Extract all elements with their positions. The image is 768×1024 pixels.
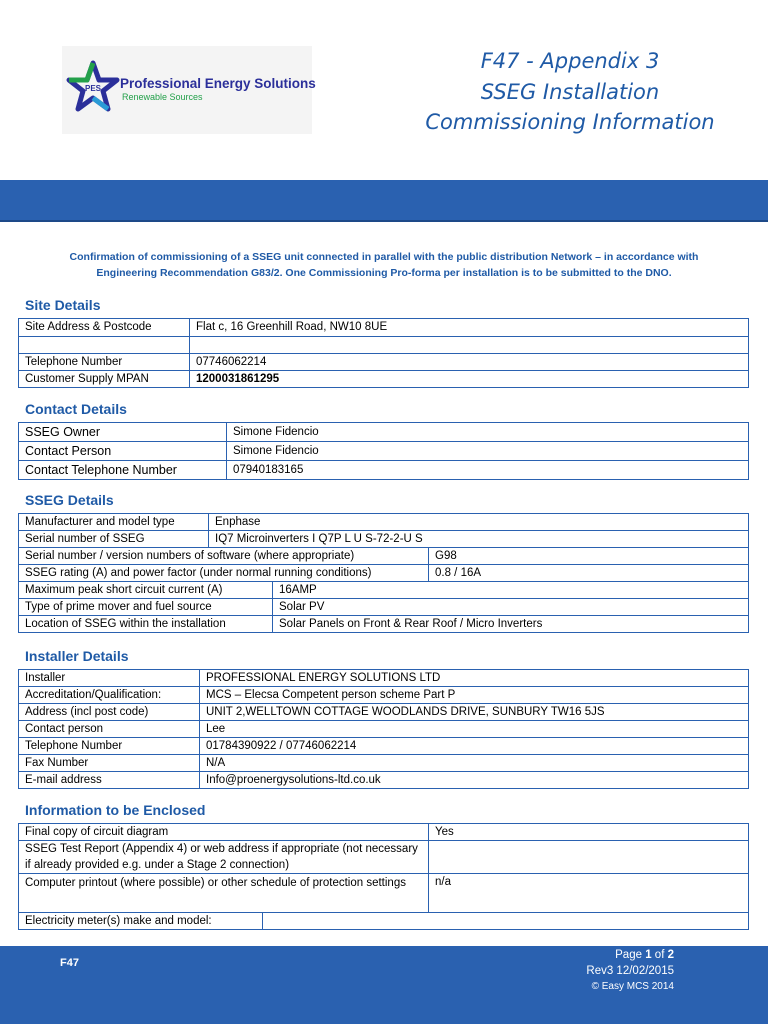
sseg-details-table-2 [18,530,749,548]
circuit-diagram-value[interactable]: Yes [429,824,749,841]
document-title [410,46,730,138]
sseg-owner-label: SSEG Owner [19,423,227,442]
manufacturer-label: Manufacturer and model type [19,514,209,531]
table-row [19,616,749,633]
table-row [19,670,749,687]
table-row [19,337,749,354]
installer-contact-label: Contact person [19,721,200,738]
title-line-3: Commissioning Information [425,110,715,134]
copyright: © Easy MCS 2014 [591,981,674,992]
enclosed-info-table [18,823,749,913]
protection-settings-label: Computer printout (where possible) or other schedule of protection settings [19,874,429,913]
contact-person-label: Contact Person [19,442,227,461]
company-logo [62,46,316,134]
software-version-label: Serial number / version numbers of software (where appropriate) [19,548,429,565]
logo-company-name: Professional Energy Solutions [120,76,316,91]
contact-person-value[interactable]: Simone Fidencio [227,442,749,461]
table-row [19,514,749,531]
pes-star-icon [66,60,120,114]
installer-address-value[interactable]: UNIT 2,WELLTOWN COTTAGE WOODLANDS DRIVE, SUNBURY TW16 5JS [200,704,749,721]
installer-address-label: Address (incl post code) [19,704,200,721]
serial-number-label: Serial number of SSEG [19,531,209,548]
contact-details-table [18,422,749,480]
table-row [19,687,749,704]
header-band [0,180,768,222]
table-row [19,548,749,565]
table-row [19,319,749,337]
prime-mover-value[interactable]: Solar PV [273,599,749,616]
meter-value[interactable] [263,913,749,930]
sseg-details-table-3 [18,547,749,582]
site-details-heading: Site Details [25,297,101,313]
table-row [19,721,749,738]
table-row [19,841,749,874]
sseg-rating-value[interactable]: 0.8 / 16A [429,565,749,582]
accreditation-label: Accreditation/Qualification: [19,687,200,704]
table-row [19,442,749,461]
site-phone-label: Telephone Number [19,354,190,371]
table-row [19,461,749,480]
installer-phone-value[interactable]: 01784390922 / 07746062214 [200,738,749,755]
page-of: of [654,949,665,961]
page-current: 1 [645,949,652,961]
meter-label: Electricity meter(s) make and model: [19,913,263,930]
table-row [19,599,749,616]
table-row [19,824,749,841]
email-label: E-mail address [19,772,200,789]
sseg-rating-label: SSEG rating (A) and power factor (under normal running conditions) [19,565,429,582]
location-value[interactable]: Solar Panels on Front & Rear Roof / Micro Inverters [273,616,749,633]
installer-details-table [18,669,749,789]
test-report-label: SSEG Test Report (Appendix 4) or web address if appropriate (not necessary if already provided e.g. under a Stage 2 connection) [19,841,429,874]
installer-details-heading: Installer Details [25,648,129,664]
protection-settings-value[interactable]: n/a [429,874,749,913]
intro-line-2: Engineering Recommendation G83/2. One Commissioning Pro-forma per installation is to be submitted to the DNO. [96,267,672,279]
sseg-details-table [18,513,749,531]
accreditation-value[interactable]: MCS – Elecsa Competent person scheme Part P [200,687,749,704]
table-row [19,354,749,371]
site-address-value[interactable]: Flat c, 16 Greenhill Road, NW10 8UE [190,319,749,337]
intro-line-1: Confirmation of commissioning of a SSEG unit connected in parallel with the public distribution Network – in accordance with [69,251,699,263]
mpan-value[interactable]: 1200031861295 [190,371,749,388]
manufacturer-value[interactable]: Enphase [209,514,749,531]
enclosed-info-heading: Information to be Enclosed [25,802,206,818]
table-row [19,738,749,755]
installer-label: Installer [19,670,200,687]
meter-table [18,912,749,930]
software-version-value[interactable]: G98 [429,548,749,565]
location-label: Location of SSEG within the installation [19,616,273,633]
table-row [19,913,749,930]
site-phone-value[interactable]: 07746062214 [190,354,749,371]
title-line-1: F47 - Appendix 3 [480,49,660,73]
sseg-owner-value[interactable]: Simone Fidencio [227,423,749,442]
logo-tagline: Renewable Sources [122,92,203,102]
table-row [19,565,749,582]
contact-details-heading: Contact Details [25,401,127,417]
short-circuit-value[interactable]: 16AMP [273,582,749,599]
sseg-details-heading: SSEG Details [25,492,114,508]
table-row [19,772,749,789]
fax-value[interactable]: N/A [200,755,749,772]
fax-label: Fax Number [19,755,200,772]
contact-phone-label: Contact Telephone Number [19,461,227,480]
email-value[interactable]: Info@proenergysolutions-ltd.co.uk [200,772,749,789]
contact-phone-value[interactable]: 07940183165 [227,461,749,480]
footer-info [586,947,674,995]
test-report-value[interactable] [429,841,749,874]
mpan-label: Customer Supply MPAN [19,371,190,388]
prime-mover-label: Type of prime mover and fuel source [19,599,273,616]
installer-phone-label: Telephone Number [19,738,200,755]
table-row [19,531,749,548]
logo-badge: PES [84,84,102,93]
circuit-diagram-label: Final copy of circuit diagram [19,824,429,841]
page-prefix: Page [615,949,642,961]
site-details-table [18,318,749,388]
form-code: F47 [60,957,79,969]
table-row [19,582,749,599]
serial-number-value[interactable]: IQ7 Microinverters I Q7P L U S-72-2-U S [209,531,749,548]
installer-value[interactable]: PROFESSIONAL ENERGY SOLUTIONS LTD [200,670,749,687]
revision: Rev3 12/02/2015 [586,965,674,977]
table-row [19,371,749,388]
table-row [19,755,749,772]
short-circuit-label: Maximum peak short circuit current (A) [19,582,273,599]
blank-label-cell [19,337,190,354]
table-row [19,874,749,913]
table-row [19,423,749,442]
intro-paragraph [30,249,738,281]
table-row [19,704,749,721]
title-line-2: SSEG Installation [480,79,660,104]
installer-contact-value[interactable]: Lee [200,721,749,738]
site-address-label: Site Address & Postcode [19,319,190,337]
sseg-details-table-4 [18,581,749,633]
blank-value-cell[interactable] [190,337,749,354]
page-total: 2 [667,949,674,961]
page-number [586,947,674,963]
